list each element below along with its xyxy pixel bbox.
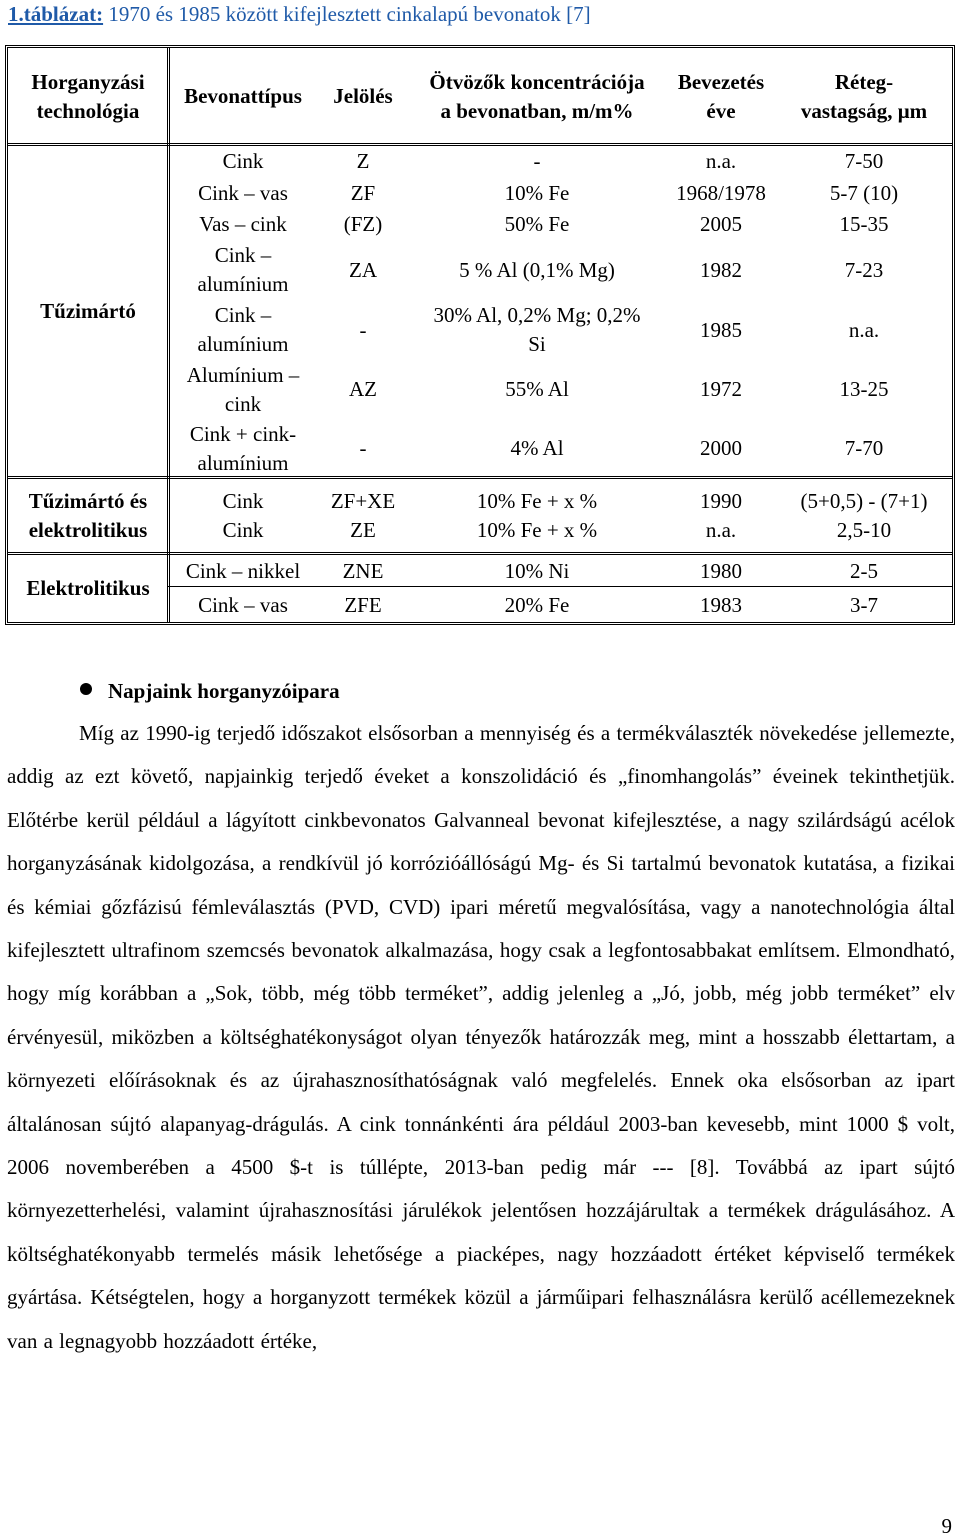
table-cell <box>776 178 952 209</box>
group-hot-dip <box>8 145 168 478</box>
table-cell <box>408 419 666 478</box>
header-year-line-2: éve <box>706 98 736 123</box>
table-cell <box>408 360 666 419</box>
cell-type: Cink <box>222 489 264 513</box>
table-cell <box>408 478 666 554</box>
cell-thickness: (5+0,5) - (7+1) <box>800 489 928 513</box>
group-electro-text: Elektrolitikus <box>26 575 150 600</box>
cell-year: 1980 <box>700 558 742 583</box>
group-hot-dip-electro-line-2: elektrolitikus <box>28 518 148 542</box>
header-type <box>168 48 318 145</box>
header-year <box>666 48 776 145</box>
cell-type: Vas – cink <box>199 212 287 236</box>
table-cell <box>666 478 776 554</box>
cell-thickness: 7-70 <box>844 436 884 460</box>
table-cell <box>666 240 776 300</box>
header-year-line-1: Bevezetés <box>677 69 765 94</box>
cell-alloy: Si <box>528 332 546 356</box>
coating-table <box>5 45 955 625</box>
cell-alloy: 10% Fe + x % <box>476 489 598 513</box>
table-cell <box>408 145 666 178</box>
cell-thickness: 7-23 <box>844 257 884 282</box>
cell-type: Cink – <box>214 303 272 327</box>
table-caption-text: 1970 és 1985 között kifejlesztett cinkalapú bevonatok [7] <box>103 2 591 26</box>
cell-mark: AZ <box>349 377 377 401</box>
table-cell <box>776 478 952 554</box>
table-rule-row <box>168 586 952 587</box>
table-cell <box>666 554 776 588</box>
table-cell <box>776 300 952 360</box>
table-cell <box>318 209 408 240</box>
bullet-icon <box>80 683 92 695</box>
table-cell <box>318 478 408 554</box>
table-rule-vertical <box>167 48 170 622</box>
cell-type: Cink <box>222 518 264 542</box>
table-cell <box>168 554 318 588</box>
table-cell <box>318 588 408 622</box>
header-technology-line-1: Horganyzási <box>31 69 145 94</box>
cell-mark: ZF+XE <box>330 489 396 513</box>
cell-year: 1985 <box>700 317 742 342</box>
cell-alloy: 55% Al <box>505 377 569 401</box>
cell-type: Alumínium – <box>186 362 300 387</box>
cell-type: cink <box>224 391 262 416</box>
header-mark-text: Jelölés <box>333 84 393 108</box>
table-rule-group-2 <box>8 552 952 555</box>
table-cell <box>408 178 666 209</box>
cell-thickness: 5-7 (10) <box>829 181 899 205</box>
table-cell <box>168 300 318 360</box>
table-cell <box>666 419 776 478</box>
header-alloy <box>408 48 666 145</box>
table-cell <box>168 360 318 419</box>
cell-type: Cink – vas <box>198 592 288 617</box>
cell-alloy: 30% Al, 0,2% Mg; 0,2% <box>433 303 641 327</box>
cell-mark: Z <box>356 149 370 173</box>
cell-type: alumínium <box>197 332 289 356</box>
cell-mark: ZFE <box>344 592 382 617</box>
table-cell <box>776 240 952 300</box>
cell-mark: - <box>359 317 367 342</box>
table-cell <box>776 145 952 178</box>
table-cell <box>318 178 408 209</box>
cell-thickness: 2,5-10 <box>836 518 892 542</box>
cell-type: Cink + cink- <box>189 421 297 446</box>
cell-year: 1972 <box>700 377 742 401</box>
table-cell <box>666 360 776 419</box>
table-cell <box>168 240 318 300</box>
header-mark <box>318 48 408 145</box>
cell-thickness: 3-7 <box>850 592 878 617</box>
table-rule-group-1 <box>8 476 952 479</box>
table-caption-label: 1.táblázat: <box>8 2 104 26</box>
cell-mark: (FZ) <box>343 212 383 236</box>
group-hot-dip-electro-line-1: Tűzimártó és <box>28 489 148 513</box>
table-cell <box>318 145 408 178</box>
table-cell <box>408 588 666 622</box>
table-cell <box>318 554 408 588</box>
cell-mark: ZF <box>350 181 376 205</box>
table-cell <box>168 209 318 240</box>
table-cell <box>666 209 776 240</box>
cell-alloy: 10% Fe + x % <box>476 518 598 542</box>
cell-mark: - <box>359 436 367 460</box>
cell-alloy: 20% Fe <box>504 592 570 617</box>
table-cell <box>318 419 408 478</box>
table-cell <box>168 478 318 554</box>
cell-alloy: - <box>533 149 541 173</box>
table-cell <box>318 240 408 300</box>
cell-year: 2005 <box>700 212 742 236</box>
cell-type: alumínium <box>197 450 289 475</box>
table-cell <box>318 300 408 360</box>
cell-alloy: 4% Al <box>510 436 564 460</box>
page-number: 9 <box>941 1514 952 1538</box>
section-title: Napjaink horganyzóipara <box>108 679 340 703</box>
table-rule-header <box>8 143 952 146</box>
cell-type: Cink – nikkel <box>185 558 301 583</box>
cell-type: Cink <box>222 149 264 173</box>
table-cell <box>776 419 952 478</box>
table-cell <box>776 588 952 622</box>
table-cell <box>168 588 318 622</box>
cell-thickness: 7-50 <box>844 149 884 173</box>
cell-mark: ZNE <box>342 558 384 583</box>
table-cell <box>408 240 666 300</box>
table-caption <box>8 0 591 28</box>
cell-year: n.a. <box>705 518 737 542</box>
cell-alloy: 10% Fe <box>504 181 570 205</box>
table-cell <box>168 178 318 209</box>
table-cell <box>776 554 952 588</box>
header-type-text: Bevonattípus <box>184 84 302 108</box>
header-alloy-line-1: Ötvözők koncentrációja <box>429 69 645 94</box>
cell-thickness: n.a. <box>848 317 880 342</box>
cell-mark: ZA <box>349 257 377 282</box>
cell-thickness: 13-25 <box>839 377 889 401</box>
cell-year: n.a. <box>705 149 737 173</box>
header-alloy-line-2: a bevonatban, m/m% <box>440 98 634 123</box>
group-hot-dip-electro <box>8 478 168 554</box>
header-thickness-line-2: vastagság, μm <box>800 98 928 123</box>
group-electro <box>8 554 168 622</box>
table-cell <box>168 145 318 178</box>
table-cell <box>408 209 666 240</box>
cell-thickness: 15-35 <box>839 212 889 236</box>
table-cell <box>776 360 952 419</box>
cell-year: 1983 <box>700 592 742 617</box>
header-technology-line-2: technológia <box>36 98 140 123</box>
cell-alloy: 10% Ni <box>504 558 570 583</box>
cell-mark: ZE <box>350 518 376 542</box>
table-cell <box>776 209 952 240</box>
cell-type: Cink – <box>214 243 272 267</box>
cell-year: 1990 <box>700 489 742 513</box>
cell-alloy: 5 % Al (0,1% Mg) <box>459 257 615 282</box>
table-cell <box>666 588 776 622</box>
table-cell <box>666 145 776 178</box>
cell-alloy: 50% Fe <box>504 212 570 236</box>
cell-year: 1968/1978 <box>676 181 766 205</box>
table-cell <box>318 360 408 419</box>
cell-thickness: 2-5 <box>850 558 878 583</box>
header-thickness-line-1: Réteg- <box>834 69 894 94</box>
table-cell <box>666 178 776 209</box>
table-cell <box>666 300 776 360</box>
table-cell <box>408 554 666 588</box>
body-paragraph: Míg az 1990-ig terjedő időszakot elsősorban a mennyiség és a termékválaszték növekedése jellemezte, addig az ezt követő, napjainkig terjedő éveket a konszolidáció és „finomhangolás” éveinek tekinthetjük. Előtérbe kerül például a lágyított cinkbevonatos Galvanneal bevonat kifejlesztése, a nagy szilárdságú acélok horganyzásának kidolgozása, a rendkívül jó korrózióállóságú Mg- és Si tartalmú bevonatok kutatása, a fizikai és kémiai gőzfázisú fémleválasztás (PVD, CVD) ipari méretű megvalósítása, vagy a nanotechnológia által kifejlesztett ultrafinom szemcsés bevonatok alkalmazása, hogy csak a legfontosabbakat említsem. Elmondható, hogy míg korábban a „Sok, több, még több terméket”, addig jelenleg a „Jó, jobb, még jobb terméket” elv érvényesül, miközben a költséghatékonyságot olyan tényezők határozzák meg, mint a hosszabb élettartam, a környezeti előírásoknak és az újrahasznosíthatóságnak való megfelelés. Ennek oka elsősorban az ipart általánosan sújtó alapanyag-drágulás. A cink tonnánkénti ára például 2003-ban kevesebb, mint 1000 $ volt, 2006 novemberében a 4500 $-t is túllépte, 2013-ban pedig már --- [8]. Továbbá az ipart sújtó környezetterhelési, valamint újrahasznosítási járulékok jelentősen hozzájárultak a termékek drágulásához. A költséghatékonyabb termelés másik lehetősége a piacképes, nagy hozzáadott értéket képviselő termékek gyártása. Kétségtelen, hogy a horganyzott termékek közül a járműipari felhasználásra kerülő acéllemezeknek van a legnagyobb hozzáadott értéke, <box>7 721 955 1353</box>
cell-year: 1982 <box>700 257 742 282</box>
table-cell <box>168 419 318 478</box>
table-cell <box>408 300 666 360</box>
group-hot-dip-text: Tűzimártó <box>40 299 136 323</box>
header-technology <box>8 48 168 145</box>
cell-type: Cink – vas <box>198 181 288 205</box>
cell-type: alumínium <box>197 272 289 296</box>
header-thickness <box>776 48 952 145</box>
cell-year: 2000 <box>700 436 742 460</box>
